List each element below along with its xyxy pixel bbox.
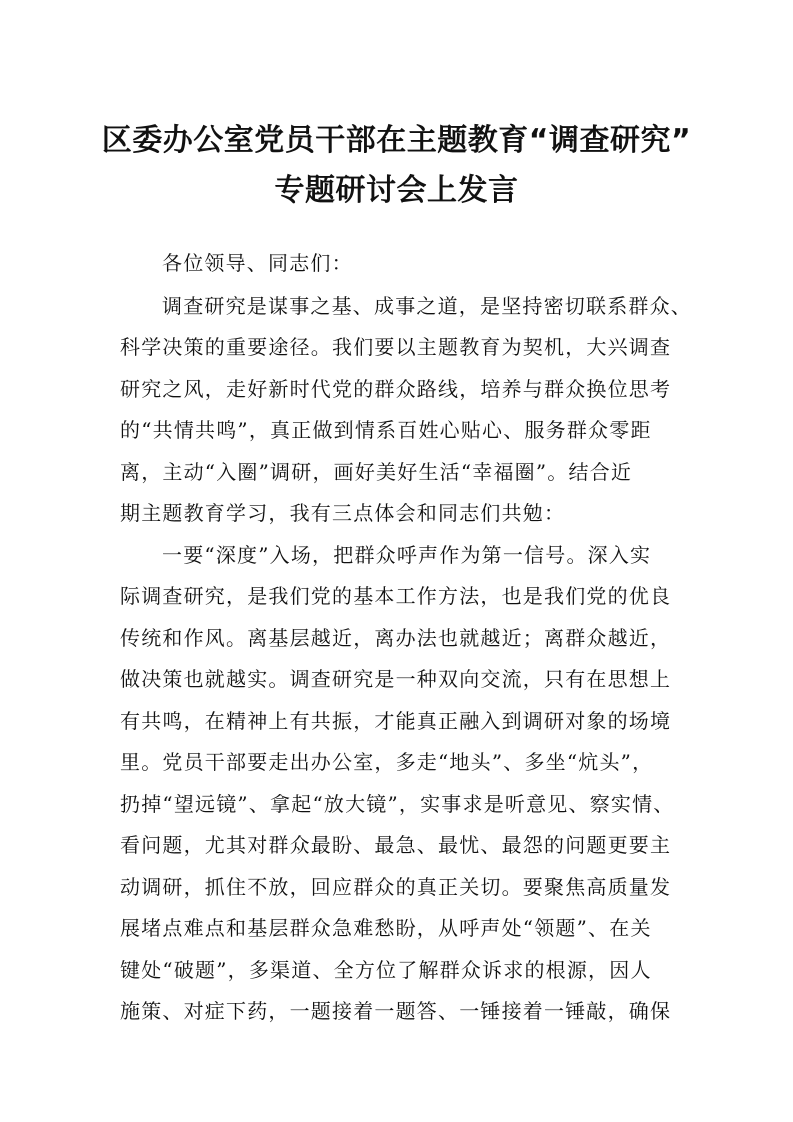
paragraph-line: 调查研究是谋事之基、成事之道，是坚持密切联系群众、 [162,294,692,318]
paragraph-line: 施策、对症下药，一题接着一题答、一锤接着一锤敲，确保 [120,999,672,1023]
paragraph-line: 有共鸣，在精神上有共振，才能真正融入到调研对象的场境 [120,709,672,733]
paragraph-line: 里。党员干部要走出办公室，多走“地头”、多坐“炕头”， [120,750,654,774]
paragraph-line: 做决策也就越实。调查研究是一种双向交流，只有在思想上 [120,667,672,691]
paragraph-line: 科学决策的重要途径。我们要以主题教育为契机，大兴调查 [120,335,672,359]
document-title-line-2: 专题研讨会上发言 [274,173,519,208]
paragraph-line: 动调研，抓住不放，回应群众的真正关切。要聚焦高质量发 [120,875,672,899]
salutation: 各位领导、同志们： [162,251,353,275]
paragraph-line: 传统和作风。离基层越近，离办法也就越近；离群众越近， [120,626,672,650]
paragraph-line: 期主题教育学习，我有三点体会和同志们共勉： [120,501,566,525]
paragraph-line: 际调查研究，是我们党的基本工作方法，也是我们党的优良 [120,584,672,608]
paragraph-line: 展堵点难点和基层群众急难愁盼，从呼声处“领题”、在关 [120,916,652,940]
paragraph-line: 的“共情共鸣”，真正做到情系百姓心贴心、服务群众零距 [120,418,652,442]
paragraph-line: 扔掉“望远镜”、拿起“放大镜”，实事求是听意见、察实情、 [120,792,675,816]
paragraph-line: 看问题，尤其对群众最盼、最急、最忧、最怨的问题更要主 [120,833,672,857]
paragraph-line: 键处“破题”，多渠道、全方位了解群众诉求的根源，因人 [120,958,652,982]
paragraph-line: 一要“深度”入场，把群众呼声作为第一信号。深入实 [162,543,652,567]
paragraph-line: 研究之风，走好新时代党的群众路线，培养与群众换位思考 [120,377,672,401]
paragraph-line: 离，主动“入圈”调研，画好美好生活“幸福圈”。结合近 [120,460,633,484]
document-title-line-1: 区委办公室党员干部在主题教育“调查研究” [101,123,692,158]
